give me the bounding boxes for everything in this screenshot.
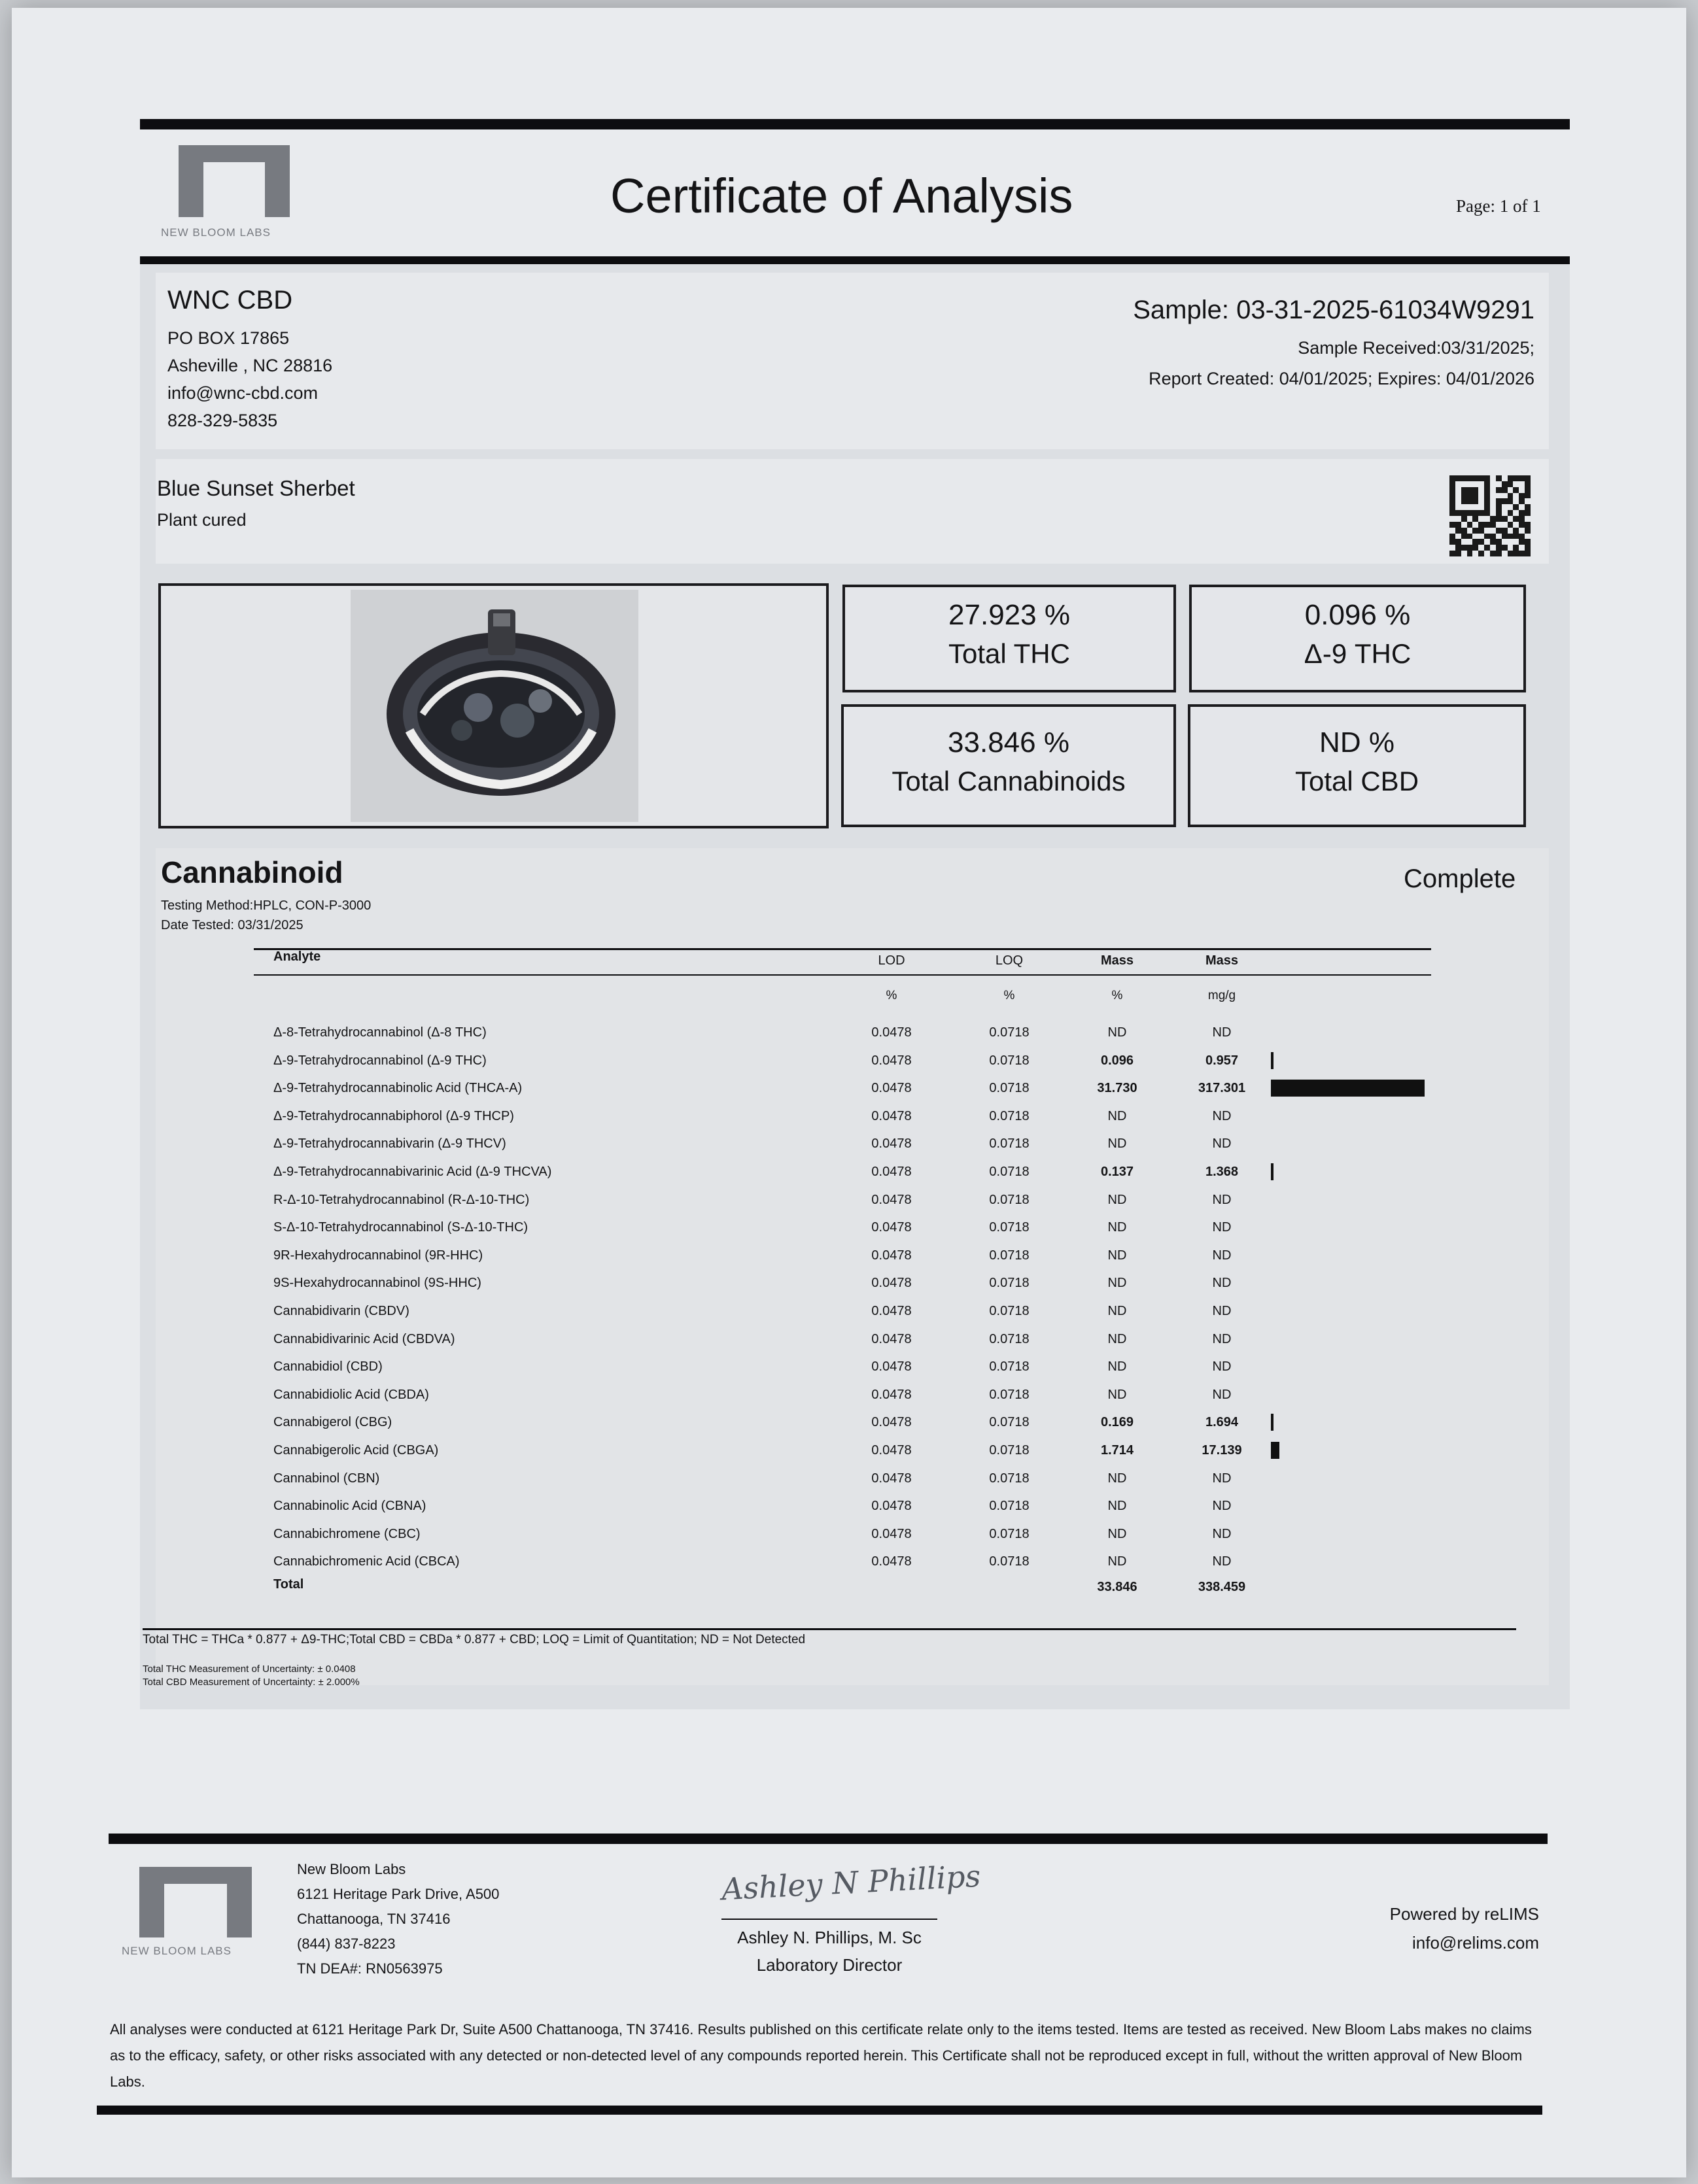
loq-value: 0.0718 <box>989 1443 1030 1458</box>
summary-total-cannabinoids <box>841 704 1176 827</box>
mass-mg-value: ND <box>1212 1136 1232 1151</box>
loq-value: 0.0718 <box>989 1053 1030 1068</box>
analyte-name: Δ-8-Tetrahydrocannabinol (Δ-8 THC) <box>273 1025 487 1040</box>
summary-value: ND % <box>1319 726 1395 759</box>
summary-total-cbd <box>1188 704 1526 827</box>
loq-value: 0.0718 <box>989 1025 1030 1040</box>
sample-received: Sample Received:03/31/2025; <box>1298 338 1534 358</box>
summary-value: 33.846 % <box>948 726 1069 759</box>
table-row <box>12 1354 1686 1382</box>
signature-line <box>721 1919 937 1920</box>
loq-value: 0.0718 <box>989 1109 1030 1123</box>
date-tested: Date Tested: 03/31/2025 <box>161 918 303 932</box>
mass-pct-value: 0.169 <box>1100 1415 1134 1429</box>
page-title: Certificate of Analysis <box>610 169 1073 223</box>
formula-note: Total THC = THCa * 0.877 + Δ9-THC;Total CBD = CBDa * 0.877 + CBD; LOQ = Limit of Quantitation; ND = Not Detected <box>143 1633 806 1647</box>
mass-pct-value: ND <box>1107 1499 1127 1513</box>
summary-label: Δ-9 THC <box>1304 638 1412 669</box>
client-name: WNC CBD <box>167 286 293 315</box>
column-header-lod: LOD <box>878 953 905 968</box>
product-image-frame <box>158 583 829 828</box>
mass-mg-value: ND <box>1212 1248 1232 1263</box>
client-address1: PO BOX 17865 <box>167 328 290 348</box>
footer-lab-logo-icon <box>139 1867 252 1937</box>
mass-mg-value: ND <box>1212 1388 1232 1402</box>
signer-title: Laboratory Director <box>756 1955 903 1975</box>
mass-pct-value: ND <box>1107 1332 1127 1346</box>
mass-mg-value: ND <box>1212 1109 1232 1123</box>
mass-mg-value: ND <box>1212 1025 1232 1040</box>
lod-value: 0.0478 <box>871 1276 912 1290</box>
table-row <box>12 1243 1686 1271</box>
table-row <box>12 1466 1686 1493</box>
mass-bar <box>1271 1442 1279 1459</box>
mass-mg-value: ND <box>1212 1554 1232 1569</box>
footer-lab-dea: TN DEA#: RN0563975 <box>297 1960 443 1977</box>
lod-value: 0.0478 <box>871 1053 912 1068</box>
lod-value: 0.0478 <box>871 1332 912 1346</box>
table-row <box>12 1271 1686 1298</box>
total-label: Total <box>273 1577 304 1592</box>
analyte-name: Δ-9-Tetrahydrocannabinolic Acid (THCA-A) <box>273 1081 523 1095</box>
table-row <box>12 1076 1686 1103</box>
summary-total-thc <box>842 585 1176 692</box>
powered-by: Powered by reLIMS <box>1389 1904 1539 1924</box>
qr-code-icon[interactable] <box>1449 475 1531 556</box>
analyte-name: Cannabigerol (CBG) <box>273 1415 392 1429</box>
analyte-name: Cannabichromene (CBC) <box>273 1527 421 1541</box>
product-name: Blue Sunset Sherbet <box>157 476 355 500</box>
loq-value: 0.0718 <box>989 1220 1030 1235</box>
loq-value: 0.0718 <box>989 1499 1030 1513</box>
mass-pct-value: ND <box>1107 1248 1127 1263</box>
loq-value: 0.0718 <box>989 1554 1030 1569</box>
analyte-name: Cannabinolic Acid (CBNA) <box>273 1499 426 1513</box>
summary-label: Total Cannabinoids <box>892 766 1126 796</box>
unit-mass-pct: % <box>1111 989 1123 1002</box>
unit-loq: % <box>1003 989 1015 1002</box>
column-header-analyte: Analyte <box>273 949 321 964</box>
analyte-name: Cannabidivarin (CBDV) <box>273 1304 409 1318</box>
notes-rule <box>143 1628 1516 1630</box>
mass-pct-value: 1.714 <box>1100 1443 1134 1458</box>
mass-bar <box>1271 1052 1274 1069</box>
analyte-name: Cannabigerolic Acid (CBGA) <box>273 1443 439 1458</box>
mass-mg-value: ND <box>1212 1527 1232 1541</box>
mass-pct-value: ND <box>1107 1193 1127 1207</box>
sample-id: Sample: 03-31-2025-61034W9291 <box>1133 296 1534 324</box>
table-row <box>12 1493 1686 1521</box>
page-number: Page: 1 of 1 <box>1456 196 1541 216</box>
column-header-mass-mg: Mass <box>1205 953 1239 968</box>
mass-pct-value: ND <box>1107 1025 1127 1040</box>
loq-value: 0.0718 <box>989 1332 1030 1346</box>
testing-method: Testing Method:HPLC, CON-P-3000 <box>161 898 372 913</box>
mass-mg-value: 1.694 <box>1205 1415 1239 1429</box>
loq-value: 0.0718 <box>989 1276 1030 1290</box>
analyte-name: Cannabidiolic Acid (CBDA) <box>273 1388 429 1402</box>
table-row <box>12 1159 1686 1187</box>
mass-bar <box>1271 1163 1274 1180</box>
mass-pct-value: ND <box>1107 1471 1127 1486</box>
table-row <box>12 1299 1686 1326</box>
table-row <box>12 1020 1686 1048</box>
product-photo <box>351 590 638 822</box>
loq-value: 0.0718 <box>989 1359 1030 1374</box>
footer-lab-name: New Bloom Labs <box>297 1861 406 1877</box>
header-rule <box>140 256 1570 264</box>
certificate-sheet <box>12 8 1686 2177</box>
lod-value: 0.0478 <box>871 1359 912 1374</box>
loq-value: 0.0718 <box>989 1081 1030 1095</box>
mass-mg-value: ND <box>1212 1332 1232 1346</box>
client-email: info@wnc-cbd.com <box>167 383 318 403</box>
table-row <box>12 1522 1686 1549</box>
lod-value: 0.0478 <box>871 1471 912 1486</box>
section-title: Cannabinoid <box>161 855 343 889</box>
summary-label: Total THC <box>948 638 1070 669</box>
mass-mg-value: 17.139 <box>1202 1443 1242 1458</box>
summary-delta9-thc <box>1189 585 1526 692</box>
table-row <box>12 1048 1686 1076</box>
footer-lab-address2: Chattanooga, TN 37416 <box>297 1911 451 1927</box>
table-row <box>12 1410 1686 1437</box>
loq-value: 0.0718 <box>989 1471 1030 1486</box>
lod-value: 0.0478 <box>871 1499 912 1513</box>
lod-value: 0.0478 <box>871 1443 912 1458</box>
total-mass-mg: 338.459 <box>1198 1580 1246 1594</box>
footer-top-rule <box>109 1834 1548 1844</box>
loq-value: 0.0718 <box>989 1193 1030 1207</box>
status-label: Complete <box>1404 864 1516 893</box>
table-header-rule <box>254 974 1431 976</box>
table-row <box>12 1187 1686 1215</box>
analyte-name: Δ-9-Tetrahydrocannabiphorol (Δ-9 THCP) <box>273 1109 514 1123</box>
footer-lab-logo-text: NEW BLOOM LABS <box>122 1945 232 1957</box>
mass-bar <box>1271 1080 1425 1097</box>
analyte-name: R-Δ-10-Tetrahydrocannabinol (R-Δ-10-THC) <box>273 1193 530 1207</box>
mass-pct-value: ND <box>1107 1136 1127 1151</box>
loq-value: 0.0718 <box>989 1165 1030 1179</box>
loq-value: 0.0718 <box>989 1136 1030 1151</box>
client-address2: Asheville , NC 28816 <box>167 356 333 375</box>
product-type: Plant cured <box>157 510 247 530</box>
mass-pct-value: ND <box>1107 1359 1127 1374</box>
mass-pct-value: ND <box>1107 1388 1127 1402</box>
table-row-total <box>12 1572 1686 1599</box>
client-phone: 828-329-5835 <box>167 411 278 430</box>
table-row <box>12 1438 1686 1465</box>
mass-mg-value: 0.957 <box>1205 1053 1239 1068</box>
analyte-name: 9R-Hexahydrocannabinol (9R-HHC) <box>273 1248 483 1263</box>
analyte-name: Δ-9-Tetrahydrocannabivarin (Δ-9 THCV) <box>273 1136 506 1151</box>
table-top-rule <box>254 948 1431 950</box>
analyte-name: Cannabinol (CBN) <box>273 1471 380 1486</box>
lod-value: 0.0478 <box>871 1109 912 1123</box>
analyte-name: 9S-Hexahydrocannabinol (9S-HHC) <box>273 1276 481 1290</box>
loq-value: 0.0718 <box>989 1415 1030 1429</box>
footer-lab-address1: 6121 Heritage Park Drive, A500 <box>297 1886 500 1902</box>
uncertainty-cbd: Total CBD Measurement of Uncertainty: ± 2.000% <box>143 1677 360 1688</box>
top-rule <box>140 119 1570 129</box>
mass-pct-value: ND <box>1107 1276 1127 1290</box>
loq-value: 0.0718 <box>989 1248 1030 1263</box>
disclaimer: All analyses were conducted at 6121 Heritage Park Dr, Suite A500 Chattanooga, TN 37416. Results published on this certificate relate only to the items tested. Items are tested as received. New Bloom Labs makes no claims as to the efficacy, safety, or other risks associated with any detected or non-detected level of any compounds reported herein. This Certificate shall not be reproduced except in full, without the written approval of New Bloom Labs. <box>110 2021 1532 2090</box>
total-mass-pct: 33.846 <box>1097 1580 1137 1594</box>
mass-mg-value: ND <box>1212 1276 1232 1290</box>
unit-mass-mg: mg/g <box>1207 989 1236 1002</box>
signer-name: Ashley N. Phillips, M. Sc <box>737 1928 922 1947</box>
mass-pct-value: ND <box>1107 1554 1127 1569</box>
table-row <box>12 1382 1686 1410</box>
lod-value: 0.0478 <box>871 1388 912 1402</box>
table-row <box>12 1327 1686 1354</box>
mass-pct-value: 0.137 <box>1100 1165 1134 1179</box>
lod-value: 0.0478 <box>871 1220 912 1235</box>
analyte-name: Δ-9-Tetrahydrocannabinol (Δ-9 THC) <box>273 1053 487 1068</box>
analyte-name: Cannabidivarinic Acid (CBDVA) <box>273 1332 455 1346</box>
lod-value: 0.0478 <box>871 1527 912 1541</box>
mass-mg-value: ND <box>1212 1359 1232 1374</box>
mass-pct-value: ND <box>1107 1220 1127 1235</box>
lod-value: 0.0478 <box>871 1165 912 1179</box>
jar-with-flower-icon <box>351 590 638 822</box>
summary-label: Total CBD <box>1294 766 1419 796</box>
mass-pct-value: ND <box>1107 1109 1127 1123</box>
footer-lab-phone: (844) 837-8223 <box>297 1936 396 1952</box>
mass-mg-value: ND <box>1212 1304 1232 1318</box>
mass-mg-value: ND <box>1212 1471 1232 1486</box>
product-panel <box>156 459 1549 564</box>
mass-mg-value: 317.301 <box>1198 1081 1246 1095</box>
loq-value: 0.0718 <box>989 1304 1030 1318</box>
report-dates: Report Created: 04/01/2025; Expires: 04/01/2026 <box>1149 369 1534 388</box>
analyte-name: Δ-9-Tetrahydrocannabivarinic Acid (Δ-9 THCVA) <box>273 1165 552 1179</box>
mass-mg-value: 1.368 <box>1205 1165 1239 1179</box>
mass-pct-value: 31.730 <box>1097 1081 1137 1095</box>
mass-mg-value: ND <box>1212 1193 1232 1207</box>
analyte-name: S-Δ-10-Tetrahydrocannabinol (S-Δ-10-THC) <box>273 1220 528 1235</box>
powered-email[interactable]: info@relims.com <box>1412 1933 1539 1953</box>
uncertainty-thc: Total THC Measurement of Uncertainty: ± 0.0408 <box>143 1664 356 1675</box>
column-header-mass-pct: Mass <box>1100 953 1134 968</box>
lod-value: 0.0478 <box>871 1554 912 1569</box>
director-signature: Ashley N Phillips <box>720 1858 982 1907</box>
lod-value: 0.0478 <box>871 1304 912 1318</box>
lod-value: 0.0478 <box>871 1081 912 1095</box>
table-row <box>12 1131 1686 1159</box>
mass-pct-value: ND <box>1107 1527 1127 1541</box>
lab-logo-text: NEW BLOOM LABS <box>161 226 271 239</box>
mass-bar <box>1271 1414 1274 1431</box>
table-row <box>12 1215 1686 1242</box>
lod-value: 0.0478 <box>871 1248 912 1263</box>
mass-pct-value: ND <box>1107 1304 1127 1318</box>
mass-pct-value: 0.096 <box>1100 1053 1134 1068</box>
loq-value: 0.0718 <box>989 1388 1030 1402</box>
lab-logo-icon <box>179 145 290 217</box>
footer-bottom-rule <box>97 2106 1542 2115</box>
analyte-name: Cannabidiol (CBD) <box>273 1359 383 1374</box>
loq-value: 0.0718 <box>989 1527 1030 1541</box>
analyte-name: Cannabichromenic Acid (CBCA) <box>273 1554 460 1569</box>
lod-value: 0.0478 <box>871 1415 912 1429</box>
lod-value: 0.0478 <box>871 1193 912 1207</box>
table-row <box>12 1104 1686 1131</box>
summary-value: 27.923 % <box>948 599 1070 631</box>
lod-value: 0.0478 <box>871 1025 912 1040</box>
lod-value: 0.0478 <box>871 1136 912 1151</box>
mass-mg-value: ND <box>1212 1499 1232 1513</box>
column-header-loq: LOQ <box>995 953 1024 968</box>
summary-value: 0.096 % <box>1304 599 1411 631</box>
mass-mg-value: ND <box>1212 1220 1232 1235</box>
unit-lod: % <box>886 989 897 1002</box>
